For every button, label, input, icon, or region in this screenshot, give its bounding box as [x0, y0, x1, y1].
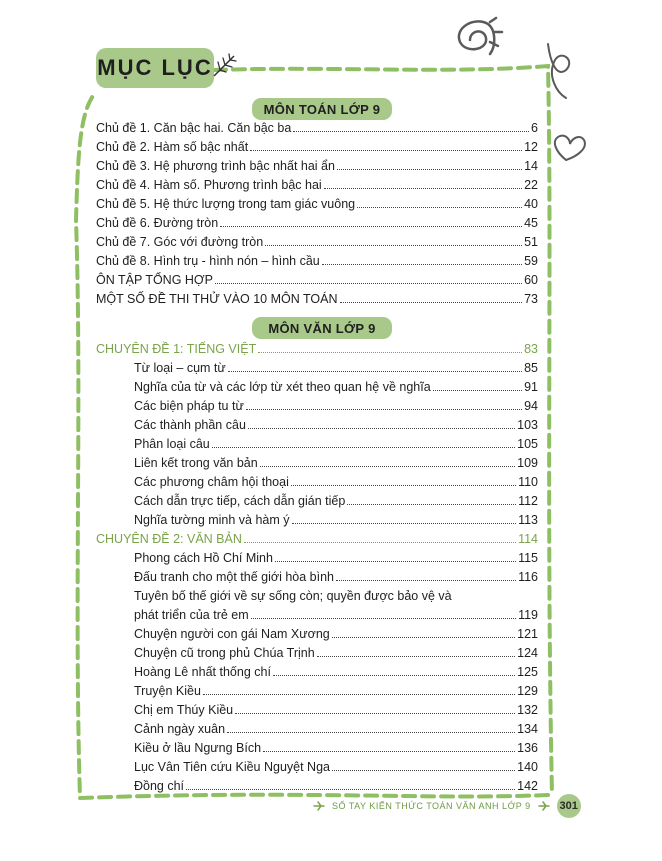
toc-item[interactable]	[96, 119, 538, 138]
dot-leader	[317, 644, 515, 657]
toc-item-page: 59	[524, 254, 538, 268]
chapter-page: 83	[524, 342, 538, 356]
dot-leader	[340, 290, 523, 303]
toc-item-page: 60	[524, 273, 538, 287]
spiral-icon	[459, 21, 494, 54]
page-footer	[312, 795, 581, 817]
dot-leader	[275, 549, 516, 562]
toc-item-label: Chị em Thúy Kiều	[134, 703, 234, 717]
toc-item-label-line1: Tuyên bố thế giới về sự sống còn; quyền được bảo vệ và	[134, 589, 452, 603]
toc-item-label: ÔN TẬP TỔNG HỢP	[96, 273, 213, 287]
toc-item-page: 112	[518, 494, 538, 508]
toc-item-page: 103	[517, 418, 538, 432]
footer-leaf-icon	[537, 800, 551, 812]
toc-item-page: 125	[517, 665, 538, 679]
dot-leader	[336, 568, 516, 581]
toc-item-label: Cảnh ngày xuân	[134, 722, 226, 736]
toc-item-page: 109	[517, 456, 538, 470]
math-heading-text: MÔN TOÁN LỚP 9	[263, 101, 381, 117]
leaf-sprig-icon	[210, 50, 240, 80]
page-number-badge	[557, 794, 581, 818]
toc-item-page: 132	[517, 703, 538, 717]
toc-item-label: Cách dẫn trực tiếp, cách dẫn gián tiếp	[134, 494, 346, 508]
toc-item[interactable]	[96, 758, 538, 777]
toc-item-page: 116	[518, 570, 538, 584]
dot-leader	[251, 606, 516, 619]
toc-item-page: 113	[518, 513, 538, 527]
toc-item[interactable]	[96, 549, 538, 568]
dot-leader	[227, 720, 515, 733]
toc-item-label: Các biện pháp tu từ	[134, 399, 244, 413]
toc-item-label: Lục Vân Tiên cứu Kiều Nguyệt Nga	[134, 760, 330, 774]
page-title-box	[96, 48, 214, 88]
toc-item-label: Đấu tranh cho một thế giới hòa bình	[134, 570, 334, 584]
toc-item[interactable]	[96, 701, 538, 720]
toc-item-label: Chủ đề 7. Góc với đường tròn	[96, 235, 264, 249]
dot-leader	[273, 663, 515, 676]
dot-leader	[291, 473, 516, 486]
dot-leader	[324, 176, 522, 189]
toc-item-label: Nghĩa tường minh và hàm ý	[134, 513, 290, 527]
toc-item[interactable]	[96, 473, 538, 492]
literature-toc	[96, 340, 538, 796]
sparkle-icon	[490, 18, 502, 46]
toc-item-page: 121	[517, 627, 538, 641]
toc-item-label: Chủ đề 8. Hình trụ - hình nón – hình cầu	[96, 254, 320, 268]
toc-item[interactable]	[96, 157, 538, 176]
dot-leader	[433, 378, 522, 391]
toc-item[interactable]	[96, 568, 538, 587]
page-title: MỤC LỤC	[97, 55, 213, 80]
toc-item[interactable]	[96, 682, 538, 701]
math-section-heading	[252, 98, 392, 120]
toc-item-page: 12	[524, 140, 538, 154]
toc-item[interactable]	[96, 214, 538, 233]
dot-leader	[332, 758, 515, 771]
toc-chapter-1[interactable]	[96, 340, 538, 359]
toc-item-label: Phân loại câu	[134, 437, 210, 451]
dot-leader	[332, 625, 515, 638]
toc-item-label: Chủ đề 6. Đường tròn	[96, 216, 219, 230]
toc-item[interactable]	[96, 416, 538, 435]
toc-item-page: 105	[517, 437, 538, 451]
toc-item-page: 136	[517, 741, 538, 755]
toc-item-label: Phong cách Hồ Chí Minh	[134, 551, 273, 565]
dot-leader	[263, 739, 515, 752]
toc-item-page: 14	[524, 159, 538, 173]
toc-item-label: Nghĩa của từ và các lớp từ xét theo quan hệ về nghĩa	[134, 380, 431, 394]
toc-item-label: MỘT SỐ ĐỀ THI THỬ VÀO 10 MÔN TOÁN	[96, 292, 338, 306]
dot-leader	[215, 271, 522, 284]
toc-item[interactable]	[96, 252, 538, 271]
dot-leader	[337, 157, 522, 170]
dot-leader	[220, 214, 522, 227]
toc-item-label: Từ loại – cụm từ	[134, 361, 226, 375]
toc-item[interactable]	[96, 663, 538, 682]
toc-item-page: 129	[517, 684, 538, 698]
dot-leader	[203, 682, 515, 695]
toc-item-label: Đồng chí	[134, 779, 185, 793]
toc-item-label: Kiều ở lầu Ngưng Bích	[134, 741, 262, 755]
toc-item[interactable]	[96, 435, 538, 454]
toc-item-wrapped[interactable]	[96, 587, 538, 625]
dot-leader	[248, 416, 515, 429]
toc-item[interactable]	[96, 777, 538, 796]
dot-leader	[246, 397, 522, 410]
toc-item-page: 40	[524, 197, 538, 211]
toc-item-label: Các thành phần câu	[134, 418, 246, 432]
loop-doodle-icon	[548, 44, 569, 98]
dot-leader	[212, 435, 515, 448]
toc-item-page: 6	[531, 121, 538, 135]
dot-leader	[260, 454, 515, 467]
literature-section-heading	[252, 317, 392, 339]
toc-item[interactable]	[96, 378, 538, 397]
toc-item-page: 45	[524, 216, 538, 230]
toc-item[interactable]	[96, 176, 538, 195]
toc-item[interactable]	[96, 138, 538, 157]
toc-item-page: 73	[524, 292, 538, 306]
heart-icon	[555, 136, 585, 160]
toc-item-label: Chủ đề 3. Hệ phương trình bậc nhất hai ẩn	[96, 159, 335, 173]
toc-item-page: 134	[517, 722, 538, 736]
footer-book-title: SỔ TAY KIẾN THỨC TOÁN VĂN ANH LỚP 9	[332, 801, 531, 811]
toc-item-label: Chuyện cũ trong phủ Chúa Trịnh	[134, 646, 315, 660]
toc-item[interactable]	[96, 271, 538, 290]
toc-item-label: Chủ đề 4. Hàm số. Phương trình bậc hai	[96, 178, 322, 192]
toc-item-label: Chuyện người con gái Nam Xương	[134, 627, 330, 641]
dot-leader	[347, 492, 516, 505]
toc-item-page: 140	[517, 760, 538, 774]
literature-heading-text: MÔN VĂN LỚP 9	[268, 320, 376, 336]
toc-item-page: 142	[517, 779, 538, 793]
dot-leader	[186, 777, 515, 790]
toc-item-page: 115	[518, 551, 538, 565]
chapter-label: CHUYÊN ĐỀ 2: VĂN BẢN	[96, 532, 242, 546]
toc-item[interactable]	[96, 397, 538, 416]
dot-leader	[293, 119, 529, 132]
dot-leader	[258, 340, 522, 353]
toc-item[interactable]	[96, 720, 538, 739]
toc-item-label: Liên kết trong văn bản	[134, 456, 258, 470]
dot-leader	[265, 233, 522, 246]
toc-item-label: Truyện Kiều	[134, 684, 201, 698]
toc-item[interactable]	[96, 511, 538, 530]
dot-leader	[322, 252, 522, 265]
toc-item[interactable]	[96, 644, 538, 663]
toc-item[interactable]	[96, 625, 538, 644]
page-number: 301	[559, 800, 578, 812]
toc-item-page: 22	[524, 178, 538, 192]
toc-item-page: 91	[524, 380, 538, 394]
toc-item[interactable]	[96, 454, 538, 473]
chapter-page: 114	[518, 532, 538, 546]
math-toc	[96, 119, 538, 309]
toc-item[interactable]	[96, 195, 538, 214]
toc-item[interactable]	[96, 492, 538, 511]
chapter-label: CHUYÊN ĐỀ 1: TIẾNG VIỆT	[96, 342, 257, 356]
toc-chapter-2[interactable]	[96, 530, 538, 549]
dot-leader	[357, 195, 522, 208]
toc-item-page: 110	[518, 475, 538, 489]
footer-leaf-icon	[312, 800, 326, 812]
toc-item-page: 119	[518, 608, 538, 622]
toc-item-label: Chủ đề 1. Căn bậc hai. Căn bậc ba	[96, 121, 292, 135]
toc-item-label: Chủ đề 5. Hệ thức lượng trong tam giác vuông	[96, 197, 356, 211]
toc-item-label: Chủ đề 2. Hàm số bậc nhất	[96, 140, 249, 154]
toc-item-page: 85	[524, 361, 538, 375]
dot-leader	[244, 530, 516, 543]
toc-item-page: 94	[524, 399, 538, 413]
toc-item-label: Hoàng Lê nhất thống chí	[134, 665, 271, 679]
toc-item[interactable]	[96, 233, 538, 252]
toc-item-label: Các phương châm hội thoại	[134, 475, 289, 489]
toc-item-page: 124	[517, 646, 538, 660]
dot-leader	[228, 359, 522, 372]
toc-item[interactable]	[96, 359, 538, 378]
dot-leader	[292, 511, 517, 524]
dot-leader	[235, 701, 515, 714]
toc-item-label-line2: phát triển của trẻ em	[134, 608, 249, 622]
toc-item[interactable]	[96, 290, 538, 309]
toc-item[interactable]	[96, 739, 538, 758]
dot-leader	[250, 138, 522, 151]
toc-item-page: 51	[524, 235, 538, 249]
